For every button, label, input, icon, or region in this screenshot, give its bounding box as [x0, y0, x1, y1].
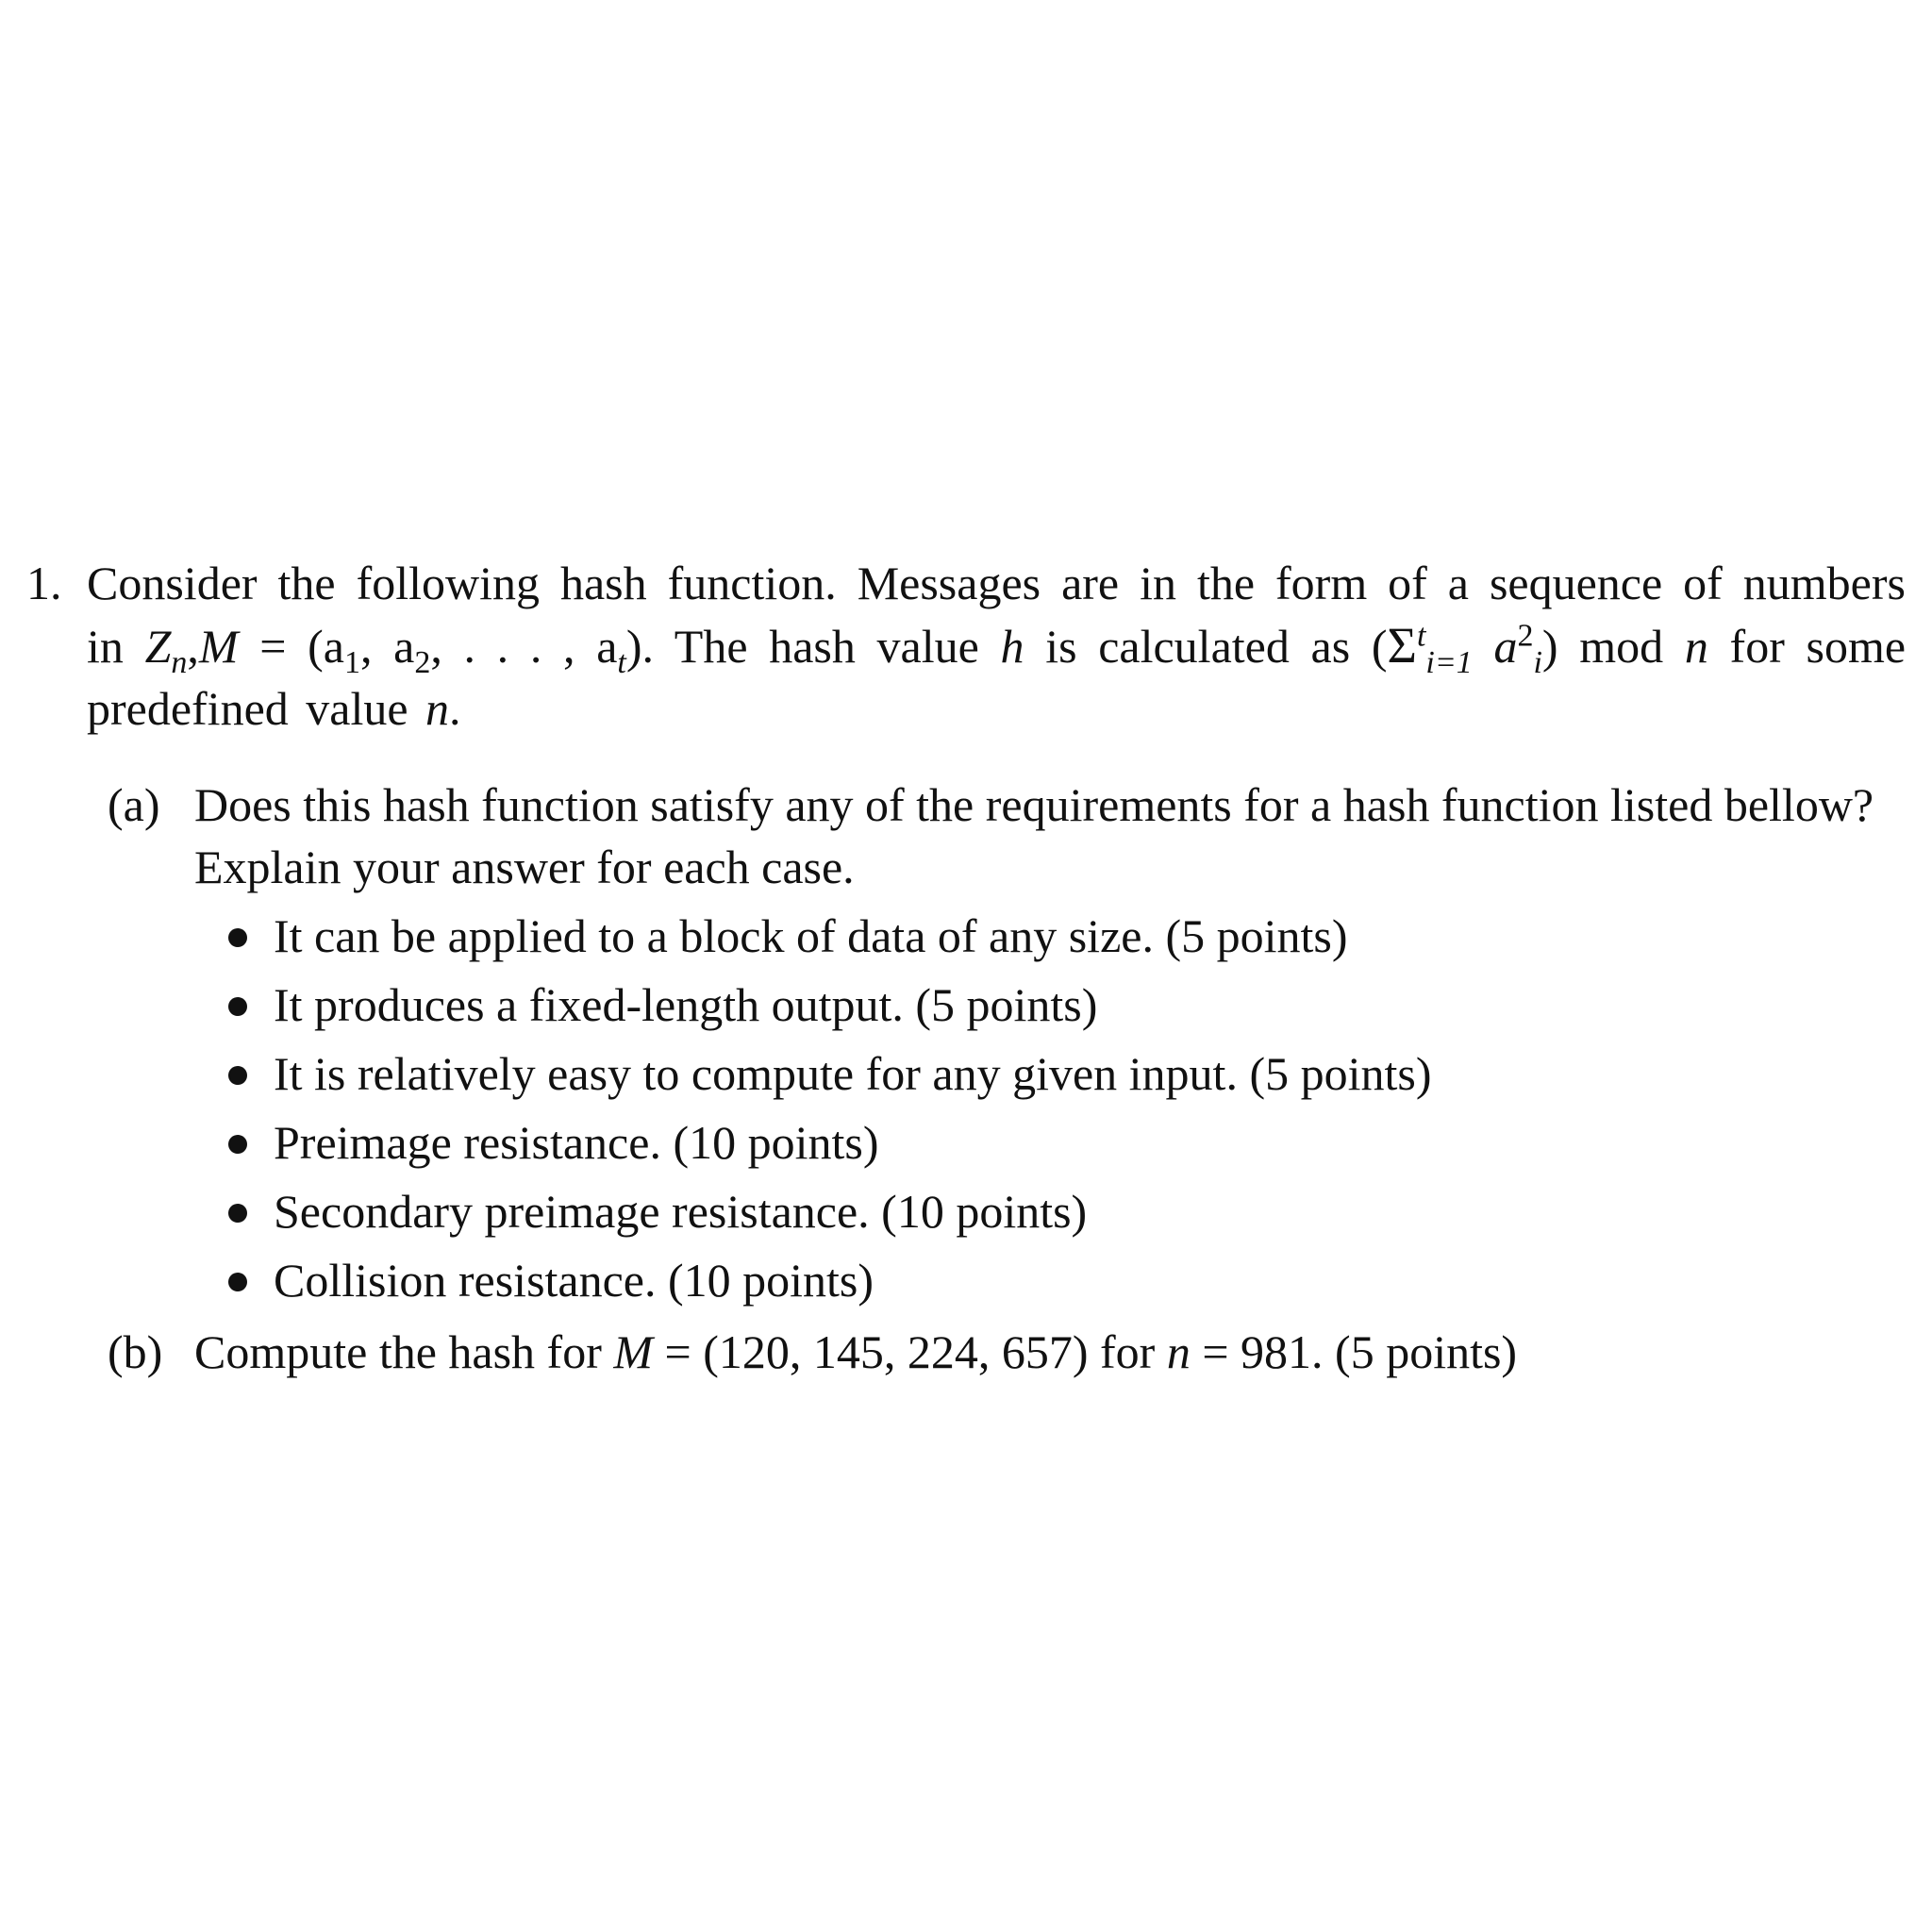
m-definition-mid2: , . . . , a: [430, 620, 618, 673]
bullet-icon: [226, 971, 274, 1040]
intro-text: Consider the following hash function. Messages are in the form of a sequence of numbers in: [87, 557, 1906, 673]
mod-text: mod: [1579, 620, 1664, 673]
requirement-text: It produces a fixed-length output. (5 points): [274, 978, 1098, 1031]
bullet-icon: [226, 1108, 274, 1177]
hash-value-text: The hash value: [674, 620, 979, 673]
question-statement: [87, 552, 1906, 740]
a-subscript-1: 1: [343, 645, 360, 680]
n-symbol: n: [1684, 620, 1708, 673]
part-b-text-3: = 981. (5 points): [1190, 1325, 1518, 1378]
question-number: 1.: [26, 557, 62, 609]
bullet-icon: [226, 1040, 274, 1108]
n-symbol-2: n: [425, 682, 450, 735]
bullet-icon: [226, 1246, 274, 1315]
a-subscript-t: t: [617, 645, 626, 680]
problem-1: [26, 552, 1906, 1383]
part-b-m-symbol: M: [613, 1325, 654, 1378]
part-b: [108, 1321, 1906, 1383]
requirement-text: Collision resistance. (10 points): [274, 1254, 874, 1307]
part-b-label: (b): [108, 1325, 163, 1378]
requirement-text: It is relatively easy to compute for any given input. (5 points): [274, 1047, 1432, 1100]
part-b-text-2: = (120, 145, 224, 657) for: [653, 1325, 1156, 1378]
z-subscript: n: [171, 645, 188, 680]
intro-comma: ,: [187, 620, 199, 673]
m-definition-end: ).: [625, 620, 655, 673]
a-term-exponent: 2: [1517, 618, 1534, 654]
bullet-icon: [226, 1177, 274, 1246]
bullet-icon: [226, 902, 274, 971]
part-b-n-symbol: n: [1166, 1325, 1191, 1378]
close-paren: ): [1541, 620, 1558, 673]
list-item: [226, 1246, 1906, 1315]
requirement-text: It can be applied to a block of data of any size. (5 points): [274, 909, 1348, 962]
list-item: [226, 1040, 1906, 1108]
list-item: [226, 902, 1906, 971]
h-symbol: h: [1000, 620, 1024, 673]
part-b-body: [194, 1321, 1906, 1383]
m-definition-mid: , a: [359, 620, 415, 673]
a-subscript-2: 2: [414, 645, 431, 680]
part-a-body: [194, 774, 1906, 898]
list-item: [226, 1177, 1906, 1246]
list-item: [226, 971, 1906, 1040]
question-header: [26, 552, 1906, 740]
sigma-lower-limit: i=1: [1425, 645, 1473, 680]
list-item: [226, 1108, 1906, 1177]
part-a-question: Does this hash function satisfy any of the requirements for a hash function listed bellow? Explain your answer for each case.: [194, 778, 1874, 893]
part-a: [108, 774, 1906, 898]
tail-text: for some predefined value: [87, 620, 1907, 735]
a-term-index: i: [1533, 645, 1542, 680]
calculated-text: is calculated as (: [1045, 620, 1388, 673]
sigma-symbol: Σ: [1387, 617, 1417, 674]
requirements-list: [26, 902, 1906, 1315]
m-symbol: M: [198, 620, 239, 673]
statement-period: .: [449, 682, 461, 735]
m-definition-start: = (a: [238, 620, 344, 673]
requirement-text: Secondary preimage resistance. (10 points): [274, 1185, 1088, 1238]
z-symbol: Z: [144, 620, 172, 673]
part-a-label: (a): [108, 778, 160, 831]
requirement-text: Preimage resistance. (10 points): [274, 1116, 879, 1169]
sigma-upper-limit: t: [1416, 618, 1426, 654]
a-term-symbol: a: [1493, 620, 1518, 673]
part-b-text-1: Compute the hash for: [194, 1325, 602, 1378]
